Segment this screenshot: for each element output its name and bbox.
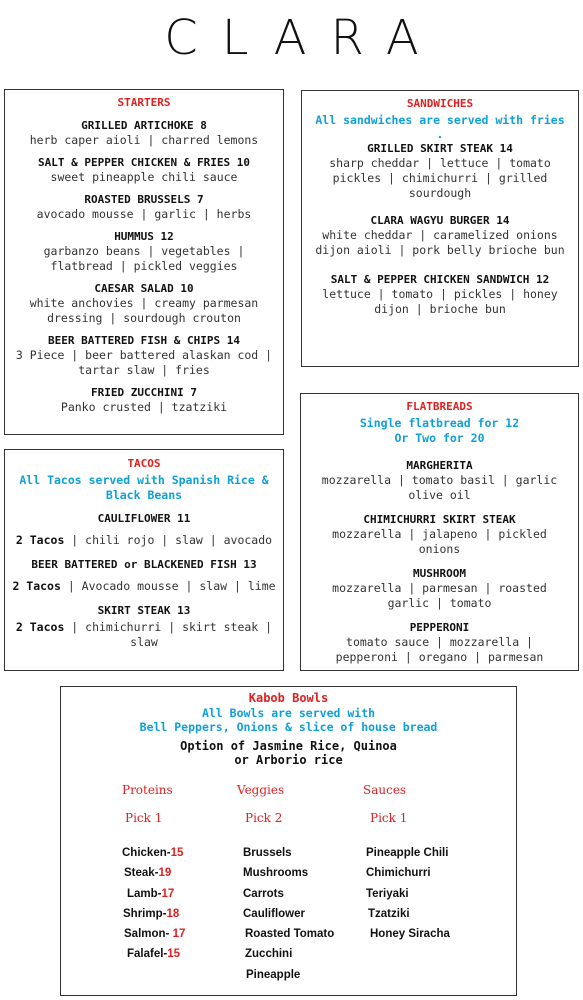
item-desc: mozzarella | tomato basil | garlic olive oil bbox=[321, 473, 558, 502]
item-name: BEER BATTERED FISH & CHIPS 14 bbox=[47, 334, 241, 347]
protein-price: 19 bbox=[158, 867, 172, 880]
sandwiches-section bbox=[301, 90, 579, 367]
item-desc: garbanzo beans | vegetables | flatbread | pickled veggies bbox=[43, 244, 245, 273]
menu-item bbox=[15, 155, 273, 185]
menu-item bbox=[15, 229, 273, 274]
tacos-section bbox=[4, 449, 284, 671]
item-desc: sweet pineapple chili sauce bbox=[50, 170, 238, 184]
menu-item bbox=[15, 118, 273, 148]
section-subtitle: Bell Peppers, Onions & slice of house bread bbox=[139, 720, 438, 734]
menu-item bbox=[314, 272, 566, 317]
item-name: GRILLED SKIRT STEAK 14 bbox=[367, 142, 513, 155]
list-item bbox=[122, 927, 185, 947]
item-name: HUMMUS 12 bbox=[114, 230, 174, 243]
menu-item bbox=[15, 385, 273, 415]
item-desc-text: | Avocado mousse | slaw | lime bbox=[60, 579, 276, 593]
section-subtitle: All sandwiches are served with fries bbox=[315, 113, 565, 127]
item-name: GRILLED ARTICHOKE 8 bbox=[81, 119, 207, 132]
protein-name: Falafel- bbox=[127, 948, 168, 961]
item-qty: 2 Tacos bbox=[15, 533, 65, 547]
item-name: MUSHROOM bbox=[413, 567, 466, 580]
item-desc: 3 Piece | beer battered alaskan cod | tartar slaw | fries bbox=[15, 348, 273, 377]
item-qty: 2 Tacos bbox=[12, 579, 61, 593]
column-header: Veggies bbox=[237, 783, 285, 797]
item-name: PEPPERONI bbox=[409, 621, 470, 634]
section-title: Kabob Bowls bbox=[248, 691, 329, 705]
section-subtitle: Or Two for 20 bbox=[394, 431, 485, 445]
list-item: Tzatziki bbox=[368, 907, 410, 920]
protein-price: 17 bbox=[172, 928, 186, 941]
sauces-list bbox=[366, 846, 450, 947]
item-desc: lettuce | tomato | pickles | honey dijon | brioche bun bbox=[322, 287, 558, 316]
item-desc bbox=[11, 533, 277, 548]
menu-item bbox=[314, 141, 566, 201]
restaurant-logo: CLARA bbox=[164, 10, 443, 66]
menu-item bbox=[313, 458, 566, 503]
protein-name: Shrimp- bbox=[123, 907, 167, 920]
section-dot: . bbox=[436, 127, 444, 141]
list-item: Chimichurri bbox=[366, 867, 431, 880]
item-name: CHIMICHURRI SKIRT STEAK bbox=[363, 513, 516, 526]
list-item: Honey Siracha bbox=[370, 928, 450, 941]
item-desc: tomato sauce | mozzarella | pepperoni | oregano | parmesan bbox=[335, 635, 544, 664]
protein-name: Salmon- bbox=[124, 928, 173, 941]
list-item: Pineapple Chili bbox=[366, 847, 449, 859]
menu-item bbox=[314, 213, 566, 258]
item-qty: 2 Tacos bbox=[15, 620, 65, 634]
list-item: Pineapple bbox=[246, 968, 301, 981]
column-pick: Pick 1 bbox=[125, 811, 163, 825]
menu-item bbox=[313, 512, 566, 557]
item-desc: sharp cheddar | lettuce | tomato pickles | chimichurri | grilled sourdough bbox=[329, 156, 551, 200]
list-item: Cauliflower bbox=[243, 907, 305, 920]
list-item bbox=[122, 866, 185, 886]
list-item: Mushrooms bbox=[243, 867, 309, 880]
item-name: SALT & PEPPER CHICKEN & FRIES 10 bbox=[38, 156, 250, 169]
item-name: FRIED ZUCCHINI 7 bbox=[91, 386, 197, 399]
list-item: Teriyaki bbox=[366, 887, 409, 900]
item-name: CAULIFLOWER 11 bbox=[97, 512, 191, 525]
item-name: SALT & PEPPER CHICKEN SANDWICH 12 bbox=[330, 273, 550, 286]
list-item bbox=[122, 846, 185, 866]
item-name: CLARA WAGYU BURGER 14 bbox=[370, 214, 510, 227]
item-desc: Panko crusted | tzatziki bbox=[60, 400, 228, 414]
starters-section bbox=[4, 89, 284, 435]
starters-list bbox=[15, 118, 273, 415]
item-desc bbox=[11, 620, 277, 650]
section-title: FLATBREADS bbox=[406, 400, 473, 413]
section-subtitle: All Tacos served with Spanish Rice & Black Beans bbox=[19, 473, 269, 502]
list-item bbox=[122, 887, 185, 907]
item-name: MARGHERITA bbox=[406, 459, 473, 472]
item-desc bbox=[11, 579, 277, 594]
kabob-bowls-section bbox=[60, 686, 517, 996]
list-item bbox=[122, 947, 185, 967]
item-name: BEER BATTERED or BLACKENED FISH 13 bbox=[31, 558, 257, 571]
sauces-column bbox=[363, 783, 450, 947]
item-desc: mozzarella | jalapeno | pickled onions bbox=[332, 527, 547, 556]
list-item: Carrots bbox=[243, 887, 284, 900]
item-desc: herb caper aioli | charred lemons bbox=[29, 133, 259, 147]
list-item: Brussels bbox=[243, 847, 292, 859]
rice-option bbox=[71, 739, 506, 767]
proteins-list bbox=[122, 846, 185, 968]
list-item bbox=[122, 907, 185, 927]
menu-item bbox=[15, 281, 273, 326]
section-subtitle: All Bowls are served with bbox=[201, 706, 376, 720]
protein-price: 15 bbox=[170, 847, 184, 859]
item-desc: mozzarella | parmesan | roasted garlic | tomato bbox=[332, 581, 547, 610]
menu-item bbox=[11, 603, 277, 650]
item-desc: white anchovies | creamy parmesan dressing | sourdough crouton bbox=[29, 296, 259, 325]
item-desc: avocado mousse | garlic | herbs bbox=[36, 207, 252, 221]
column-pick: Pick 1 bbox=[370, 811, 408, 825]
menu-item bbox=[313, 620, 566, 665]
section-title: STARTERS bbox=[117, 96, 171, 109]
item-desc: white cheddar | caramelized onions dijon aioli | pork belly brioche bun bbox=[315, 228, 565, 257]
veggies-column bbox=[237, 783, 334, 988]
list-item: Zucchini bbox=[245, 948, 293, 961]
rice-option-line: Option of Jasmine Rice, Quinoa bbox=[180, 739, 397, 753]
veggies-list bbox=[243, 846, 334, 988]
menu-item bbox=[11, 511, 277, 548]
item-desc-text: | chili rojo | slaw | avocado bbox=[64, 533, 273, 547]
rice-option-line: or Arborio rice bbox=[234, 753, 343, 767]
column-header: Sauces bbox=[363, 783, 407, 797]
item-name: CAESAR SALAD 10 bbox=[94, 282, 194, 295]
proteins-column bbox=[122, 783, 185, 968]
section-title: TACOS bbox=[127, 457, 161, 470]
protein-price: 18 bbox=[166, 907, 180, 920]
protein-name: Chicken- bbox=[122, 847, 171, 859]
protein-price: 17 bbox=[161, 887, 175, 900]
section-subtitle: Single flatbread for 12 bbox=[359, 416, 520, 430]
protein-price: 15 bbox=[167, 948, 181, 961]
protein-name: Lamb- bbox=[127, 887, 162, 900]
section-title: SANDWICHES bbox=[406, 97, 474, 110]
column-pick: Pick 2 bbox=[245, 811, 283, 825]
list-item: Roasted Tomato bbox=[245, 928, 335, 941]
item-name: ROASTED BRUSSELS 7 bbox=[84, 193, 204, 206]
menu-item bbox=[15, 192, 273, 222]
item-desc-text: | chimichurri | skirt steak | slaw bbox=[64, 620, 273, 649]
item-name: SKIRT STEAK 13 bbox=[97, 604, 191, 617]
menu-item bbox=[15, 333, 273, 378]
protein-name: Steak- bbox=[124, 867, 159, 880]
flatbreads-section bbox=[300, 393, 579, 671]
column-header: Proteins bbox=[122, 783, 173, 797]
menu-item bbox=[11, 557, 277, 594]
menu-item bbox=[313, 566, 566, 611]
